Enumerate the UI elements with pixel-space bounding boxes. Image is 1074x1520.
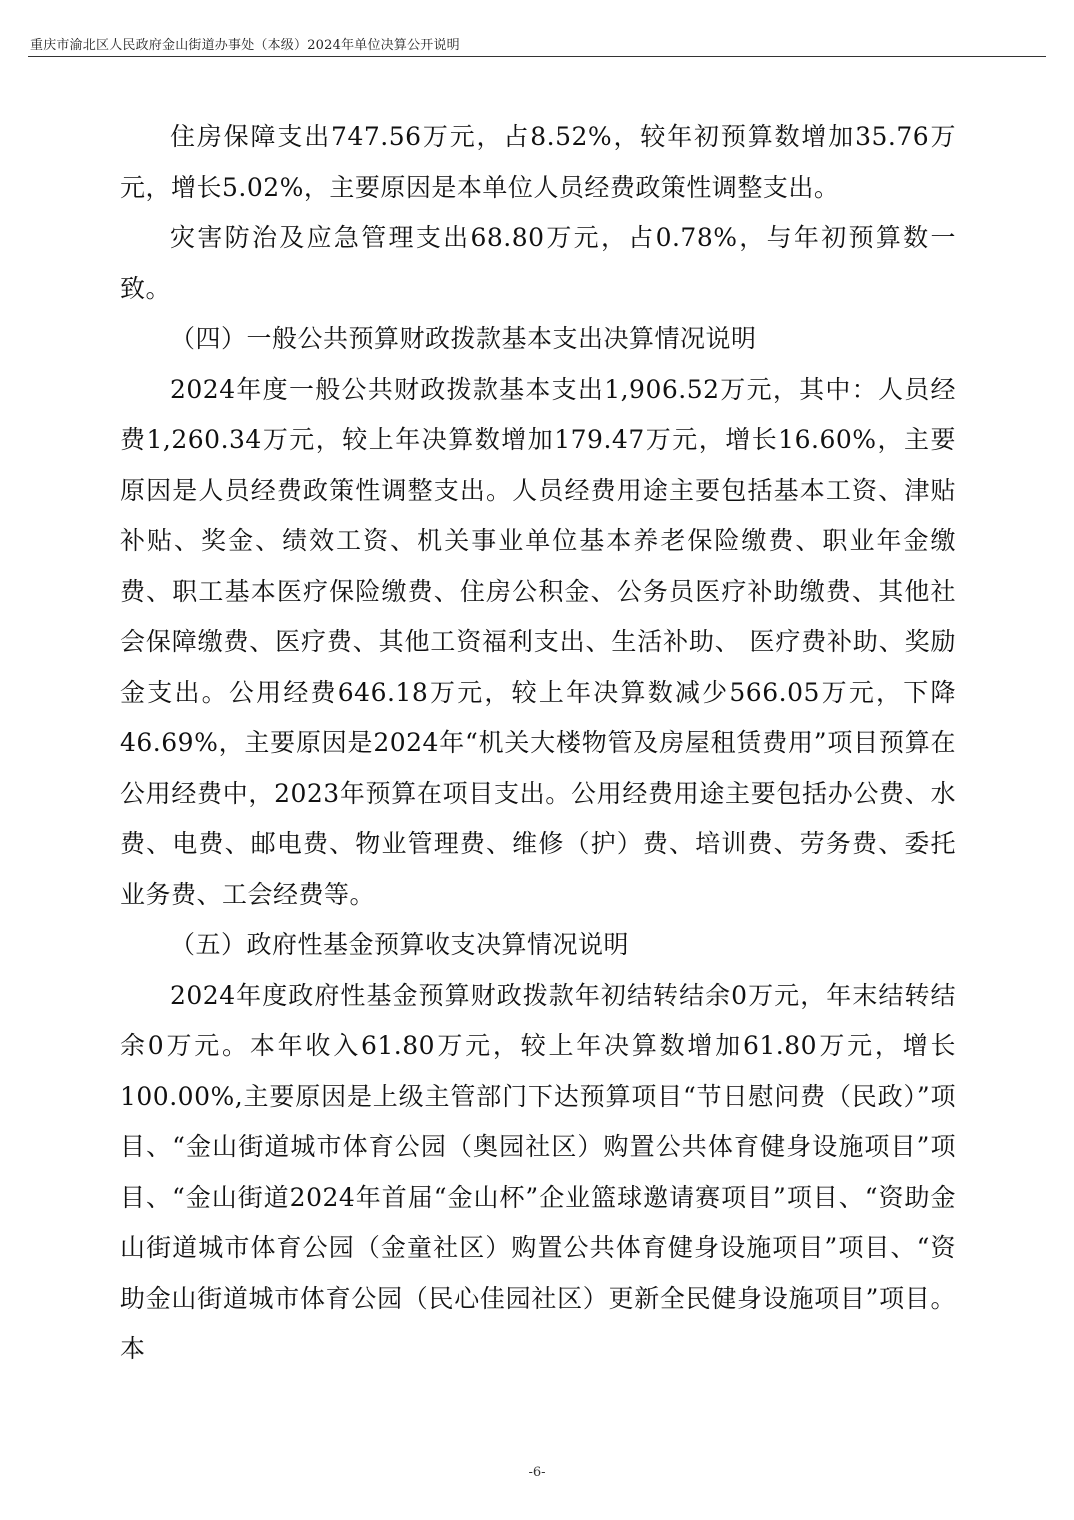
paragraph-housing-expenditure: 住房保障支出747.56万元，占8.52%，较年初预算数增加35.76万元，增长5.02%，主要原因是本单位人员经费政策性调整支出。 [120,122,956,202]
paragraph-basic-expenditure: 2024年度一般公共财政拨款基本支出1,906.52万元，其中：人员经费1,260.34万元，较上年决算数增加179.47万元，增长16.60%，主要原因是人员经费政策性调整支出。人员经费用途主要包括基本工资、津贴补贴、奖金、绩效工资、机关事业单位基本养老保险缴费、职业年金缴费、职工基本医疗保险缴费、住房公积金、公务员医疗补助缴费、其他社会保障缴费、医疗费、其他工资福利支出、生活补助、 医疗费补助、奖励金支出。公用经费646.18万元，较上年决算数减少566.05万元，下降46.69%，主要原因是2024年“机关大楼物管及房屋租赁费用”项目预算在公用经费中，2023年预算在项目支出。公用经费用途主要包括办公费、水费、电费、邮电费、物业管理费、维修（护）费、培训费、劳务费、委托业务费、工会经费等。 [120,374,956,909]
header-divider [28,56,1046,57]
section-heading-4: （四）一般公共预算财政拨款基本支出决算情况说明 [170,324,757,353]
section-heading-5: （五）政府性基金预算收支决算情况说明 [170,930,630,959]
document-body [120,112,956,1375]
paragraph-disaster-expenditure: 灾害防治及应急管理支出68.80万元，占0.78%，与年初预算数一致。 [120,223,956,303]
paragraph-government-fund: 2024年度政府性基金预算财政拨款年初结转结余0万元，年末结转结余0万元。本年收入61.80万元，较上年决算数增加61.80万元，增长100.00%,主要原因是上级主管部门下达预算项目“节日慰问费（民政）”项目、“金山街道城市体育公园（奥园社区）购置公共体育健身设施项目”项目、“金山街道2024年首届“金山杯”企业篮球邀请赛项目”项目、“资助金山街道城市体育公园（金童社区）购置公共体育健身设施项目”项目、“资助金山街道城市体育公园（民心佳园社区）更新全民健身设施项目”项目。本 [120,980,957,1363]
running-header: 重庆市渝北区人民政府金山街道办事处（本级）2024年单位决算公开说明 [30,38,460,53]
page-number: -6- [528,1465,546,1480]
